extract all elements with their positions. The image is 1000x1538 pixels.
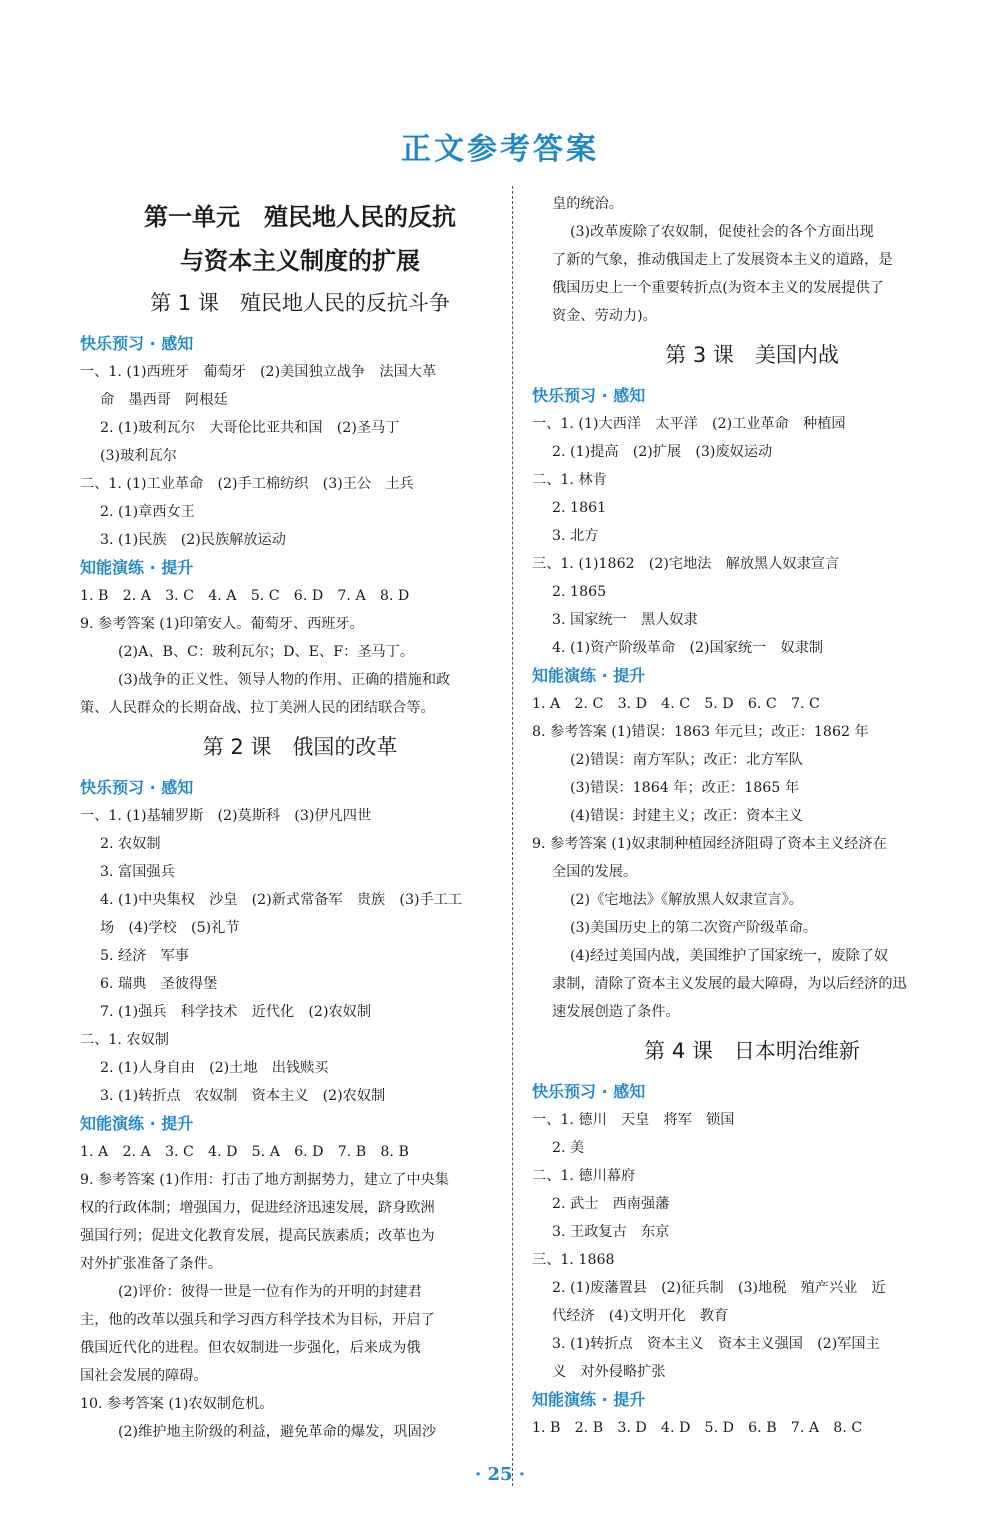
answer-line: 4. (1)资产阶级革命 (2)国家统一 奴隶制 <box>552 640 824 656</box>
answer-line: 2. (1)玻利瓦尔 大哥伦比亚共和国 (2)圣马丁 <box>100 420 400 436</box>
answer-line: 速发展创造了条件。 <box>552 1004 680 1020</box>
answer-line: 9. 参考答案 (1)作用：打击了地方割据势力，建立了中央集 <box>80 1172 449 1188</box>
lesson-title: 第 2 课 俄国的改革 <box>202 735 398 759</box>
answer-line: 2. (1)提高 (2)扩展 (3)废奴运动 <box>552 444 773 460</box>
answer-line: (3)错误：1864 年；改正：1865 年 <box>570 780 800 796</box>
answer-line: (3)改革废除了农奴制，促使社会的各个方面出现 <box>570 224 874 240</box>
answer-line: 二、1. (1)工业革命 (2)手工棉纺织 (3)王公 土兵 <box>80 476 414 492</box>
answer-line: (3)战争的正义性、领导人物的作用、正确的措施和政 <box>118 672 451 688</box>
answer-line: 3. 国家统一 黑人奴隶 <box>552 612 698 628</box>
answer-line: 资金、劳动力)。 <box>552 308 657 324</box>
answer-line: 二、1. 德川幕府 <box>532 1168 636 1184</box>
answer-line: 2. (1)章西女王 <box>100 504 195 520</box>
answer-line: 2. 农奴制 <box>100 836 161 852</box>
answer-line: (3)玻利瓦尔 <box>100 448 177 464</box>
answer-line: 皇的统治。 <box>552 196 623 212</box>
answer-line: 4. (1)中央集权 沙皇 (2)新式常备军 贵族 (3)手工工 <box>100 892 463 908</box>
answer-line: 3. (1)民族 (2)民族解放运动 <box>100 532 286 548</box>
answer-line: 2. 1861 <box>552 500 607 516</box>
answer-line: 对外扩张准备了条件。 <box>80 1256 222 1272</box>
answer-line: 1. B 2. B 3. D 4. D 5. D 6. B 7. A 8. C <box>532 1420 863 1436</box>
left-column <box>80 190 520 1446</box>
answer-line: 3. 王政复古 东京 <box>552 1224 670 1240</box>
section-heading: 知能演练 · 提升 <box>80 1114 194 1133</box>
answer-line: 6. 瑞典 圣彼得堡 <box>100 976 218 992</box>
answer-line: 1. B 2. A 3. C 4. A 5. C 6. D 7. A 8. D <box>80 588 410 604</box>
answer-line: 一、1. (1)基辅罗斯 (2)莫斯科 (3)伊凡四世 <box>80 808 372 824</box>
answer-line: 代经济 (4)文明开化 教育 <box>552 1308 729 1324</box>
answer-line: 2. (1)人身自由 (2)土地 出钱赎买 <box>100 1060 329 1076</box>
answer-line: 主，他的改革以强兵和学习西方科学技术为目标，开启了 <box>80 1312 435 1328</box>
answer-line: 策、人民群众的长期奋战、拉丁美洲人民的团结联合等。 <box>80 700 435 716</box>
answer-line: 国社会发展的障碍。 <box>80 1368 208 1384</box>
section-heading: 快乐预习 · 感知 <box>532 1082 646 1101</box>
answer-line: 2. 美 <box>552 1140 585 1156</box>
unit-title: 与资本主义制度的扩展 <box>180 247 420 275</box>
answer-line: 2. 1865 <box>552 584 607 600</box>
answer-line: 一、1. 德川 天皇 将军 锁国 <box>532 1112 735 1128</box>
right-column <box>532 190 972 1442</box>
unit-title: 第一单元 殖民地人民的反抗 <box>144 203 456 231</box>
answer-line: (4)错误：封建主义；改正：资本主义 <box>570 808 803 824</box>
answer-line: 一、1. (1)西班牙 葡萄牙 (2)美国独立战争 法国大革 <box>80 364 437 380</box>
answer-line: 场 (4)学校 (5)礼节 <box>100 920 240 936</box>
page-number: · 25 · <box>474 1464 526 1485</box>
answer-line: (2)评价：彼得一世是一位有作为的开明的封建君 <box>118 1284 422 1300</box>
section-heading: 快乐预习 · 感知 <box>80 334 194 353</box>
lesson-title: 第 1 课 殖民地人民的反抗斗争 <box>150 291 450 315</box>
answer-line: 俄国历史上一个重要转折点(为资本主义的发展提供了 <box>552 280 884 296</box>
section-heading: 快乐预习 · 感知 <box>80 778 194 797</box>
answer-line: 10. 参考答案 (1)农奴制危机。 <box>80 1396 274 1412</box>
answer-line: 隶制，清除了资本主义发展的最大障碍，为以后经济的迅 <box>552 976 907 992</box>
answer-line: 俄国近代化的进程。但农奴制进一步强化，后来成为俄 <box>80 1340 421 1356</box>
answer-line: 8. 参考答案 (1)错误：1863 年元旦；改正：1862 年 <box>532 724 869 740</box>
answer-line: 3. (1)转折点 资本主义 资本主义强国 (2)军国主 <box>552 1336 880 1352</box>
answer-line: 义 对外侵略扩张 <box>552 1364 666 1380</box>
answer-line: 二、1. 林肯 <box>532 472 607 488</box>
answer-line: 3. 富国强兵 <box>100 864 175 880</box>
answer-line: 9. 参考答案 (1)印第安人。葡萄牙、西班牙。 <box>80 616 364 632</box>
lesson-title: 第 3 课 美国内战 <box>665 343 839 367</box>
answer-line: (3)美国历史上的第二次资产阶级革命。 <box>570 920 818 936</box>
answer-line: 了新的气象，推动俄国走上了发展资本主义的道路，是 <box>552 252 893 268</box>
section-heading: 知能演练 · 提升 <box>532 1390 646 1409</box>
column-divider <box>512 186 513 1486</box>
answer-line: 命 墨西哥 阿根廷 <box>100 392 228 408</box>
answer-line: 5. 经济 军事 <box>100 948 189 964</box>
answer-line: 一、1. (1)大西洋 太平洋 (2)工业革命 种植园 <box>532 416 846 432</box>
answer-line: (2)A、B、C：玻利瓦尔；D、E、F：圣马丁。 <box>118 644 415 660</box>
answer-line: 3. 北方 <box>552 528 599 544</box>
answer-line: 2. 武士 西南强藩 <box>552 1196 670 1212</box>
answer-line: 1. A 2. A 3. C 4. D 5. A 6. D 7. B 8. B <box>80 1144 409 1160</box>
section-heading: 快乐预习 · 感知 <box>532 386 646 405</box>
answer-line: (2)错误：南方军队；改正：北方军队 <box>570 752 803 768</box>
answer-line: 9. 参考答案 (1)奴隶制种植园经济阻碍了资本主义经济在 <box>532 836 887 852</box>
lesson-title: 第 4 课 日本明治维新 <box>644 1039 860 1063</box>
answer-line: 2. (1)废藩置县 (2)征兵制 (3)地税 殖产兴业 近 <box>552 1280 886 1296</box>
answer-line: 二、1. 农奴制 <box>80 1032 169 1048</box>
answer-line: (2)《宅地法》《解放黑人奴隶宣言》。 <box>570 892 803 908</box>
answer-line: (2)维护地主阶级的利益，避免革命的爆发，巩固沙 <box>118 1424 437 1440</box>
answer-line: 强国行列；促进文化教育发展，提高民族素质；改革也为 <box>80 1228 435 1244</box>
answer-line: 三、1. (1)1862 (2)宅地法 解放黑人奴隶宣言 <box>532 556 840 572</box>
section-heading: 知能演练 · 提升 <box>80 558 194 577</box>
section-heading: 知能演练 · 提升 <box>532 666 646 685</box>
answer-line: 权的行政体制；增强国力，促进经济迅速发展，跻身欧洲 <box>80 1200 435 1216</box>
answer-line: 全国的发展。 <box>552 864 638 880</box>
answer-line: 3. (1)转折点 农奴制 资本主义 (2)农奴制 <box>100 1088 386 1104</box>
answer-line: (4)经过美国内战，美国维护了国家统一，废除了奴 <box>570 948 889 964</box>
page-title: 正文参考答案 <box>401 132 599 167</box>
answer-line: 1. A 2. C 3. D 4. C 5. D 6. C 7. C <box>532 696 820 712</box>
answer-line: 7. (1)强兵 科学技术 近代化 (2)农奴制 <box>100 1004 372 1020</box>
answer-line: 三、1. 1868 <box>532 1252 615 1268</box>
